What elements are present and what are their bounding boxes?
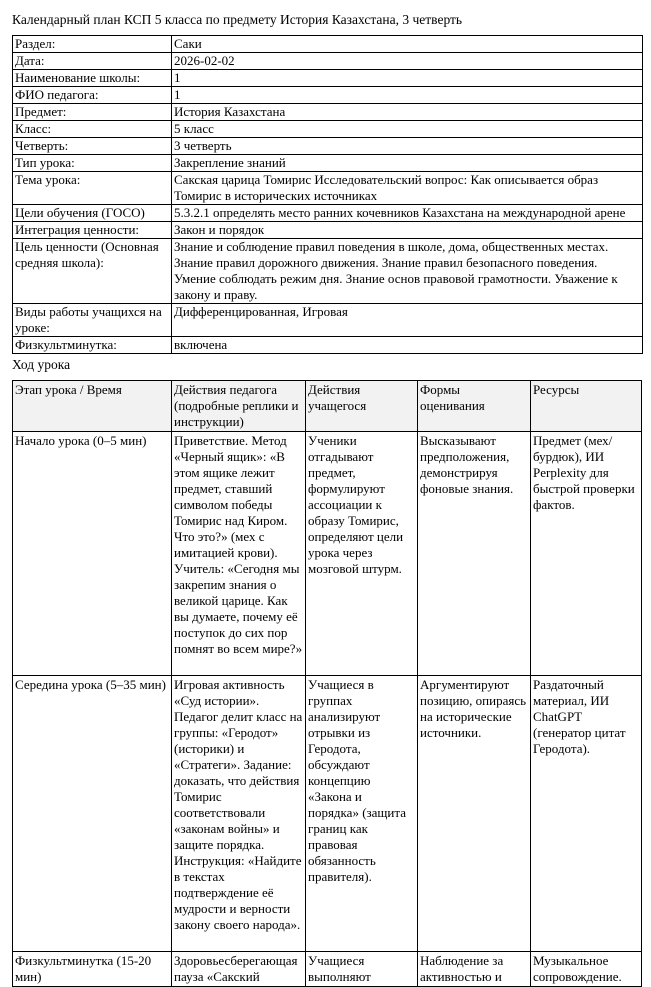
info-label: Четверть: <box>13 138 172 155</box>
plan-header-row <box>13 381 642 432</box>
info-row <box>13 138 643 155</box>
info-row <box>13 121 643 138</box>
info-value: Знание и соблюдение правил поведения в школе, дома, общественных местах. Знание правил дорожного движения. Знание правил безопасного поведения. Умение соблюдать режим дня. Знание основ правовой грамотности. Уважение к закону и праву. <box>172 239 643 304</box>
info-row <box>13 222 643 239</box>
info-value: 3 четверть <box>172 138 643 155</box>
info-value: История Казахстана <box>172 104 643 121</box>
column-header-resources: Ресурсы <box>531 381 642 432</box>
info-row <box>13 87 643 104</box>
teacher-actions-cell: Игровая активность «Суд истории». Педагог делит класс на группы: «Геродот» (историки) и «Стратеги». Задание: доказать, что действия Томирис соответствовали «законам войны» и защите порядка. Инструкция: «Найдите в текстах подтверждение её мудрости и верности закону своего народа». <box>172 676 306 952</box>
student-actions-cell: Учащиеся в группах анализируют отрывки из Геродота, обсуждают концепцию «Закона и порядка» (защита границ как правовая обязанность правителя). <box>306 676 418 952</box>
teacher-actions-cell: Приветствие. Метод «Черный ящик»: «В этом ящике лежит предмет, ставший символом победы Томирис над Киром. Что это?» (мех с имитацией крови). Учитель: «Сегодня мы закрепим знания о великой царице. Как вы думаете, почему её поступок до сих пор помнят во всем мире?» <box>172 432 306 676</box>
info-row <box>13 239 643 304</box>
plan-row <box>13 952 642 987</box>
stage-cell: Физкультминутка (15-20 мин) <box>13 952 172 987</box>
info-row <box>13 53 643 70</box>
plan-row <box>13 676 642 952</box>
column-header-assessment: Формы оценивания <box>418 381 531 432</box>
info-label: ФИО педагога: <box>13 87 172 104</box>
resources-cell: Предмет (мех/бурдюк), ИИ Perplexity для быстрой проверки фактов. <box>531 432 642 676</box>
assessment-cell: Высказывают предположения, демонстрируя фоновые знания. <box>418 432 531 676</box>
info-label: Наименование школы: <box>13 70 172 87</box>
info-value: Закрепление знаний <box>172 155 643 172</box>
section-heading: Ход урока <box>12 357 71 372</box>
lesson-info-table <box>12 35 643 354</box>
info-value: 2026-02-02 <box>172 53 643 70</box>
info-row <box>13 172 643 205</box>
info-row <box>13 36 643 53</box>
info-value: включена <box>172 337 643 354</box>
info-label: Тип урока: <box>13 155 172 172</box>
info-row <box>13 337 643 354</box>
stage-cell: Середина урока (5–35 мин) <box>13 676 172 952</box>
info-label: Тема урока: <box>13 172 172 205</box>
info-value: 5 класс <box>172 121 643 138</box>
info-label: Интеграция ценности: <box>13 222 172 239</box>
info-value: Сакская царица Томирис Исследовательский вопрос: Как описывается образ Томирис в исторических источниках <box>172 172 643 205</box>
column-header-teacher: Действия педагога (подробные реплики и инструкции) <box>172 381 306 432</box>
teacher-actions-cell: Здоровьесберегающая пауза «Сакский <box>172 952 306 987</box>
info-row <box>13 70 643 87</box>
info-label: Физкультминутка: <box>13 337 172 354</box>
lesson-plan-table <box>12 380 642 987</box>
info-label: Дата: <box>13 53 172 70</box>
info-row <box>13 304 643 337</box>
column-header-student: Действия учащегося <box>306 381 418 432</box>
column-header-stage: Этап урока / Время <box>13 381 172 432</box>
info-row <box>13 205 643 222</box>
assessment-cell: Аргументируют позицию, опираясь на исторические источники. <box>418 676 531 952</box>
info-row <box>13 155 643 172</box>
assessment-cell: Наблюдение за активностью и <box>418 952 531 987</box>
document-title: Календарный план КСП 5 класса по предмету История Казахстана, 3 четверть <box>12 12 463 27</box>
info-value: Закон и порядок <box>172 222 643 239</box>
info-label: Класс: <box>13 121 172 138</box>
info-label: Раздел: <box>13 36 172 53</box>
student-actions-cell: Ученики отгадывают предмет, формулируют ассоциации к образу Томирис, определяют цели урока через мозговой штурм. <box>306 432 418 676</box>
info-value: Дифференцированная, Игровая <box>172 304 643 337</box>
stage-cell: Начало урока (0–5 мин) <box>13 432 172 676</box>
resources-cell: Музыкальное сопровождение. <box>531 952 642 987</box>
info-value: Саки <box>172 36 643 53</box>
info-value: 1 <box>172 87 643 104</box>
info-label: Виды работы учащихся на уроке: <box>13 304 172 337</box>
student-actions-cell: Учащиеся выполняют <box>306 952 418 987</box>
info-label: Предмет: <box>13 104 172 121</box>
info-value: 1 <box>172 70 643 87</box>
info-label: Цели обучения (ГОСО) <box>13 205 172 222</box>
resources-cell: Раздаточный материал, ИИ ChatGPT (генератор цитат Геродота). <box>531 676 642 952</box>
info-row <box>13 104 643 121</box>
plan-row <box>13 432 642 676</box>
info-value: 5.3.2.1 определять место ранних кочевников Казахстана на международной арене <box>172 205 643 222</box>
info-label: Цель ценности (Основная средняя школа): <box>13 239 172 304</box>
